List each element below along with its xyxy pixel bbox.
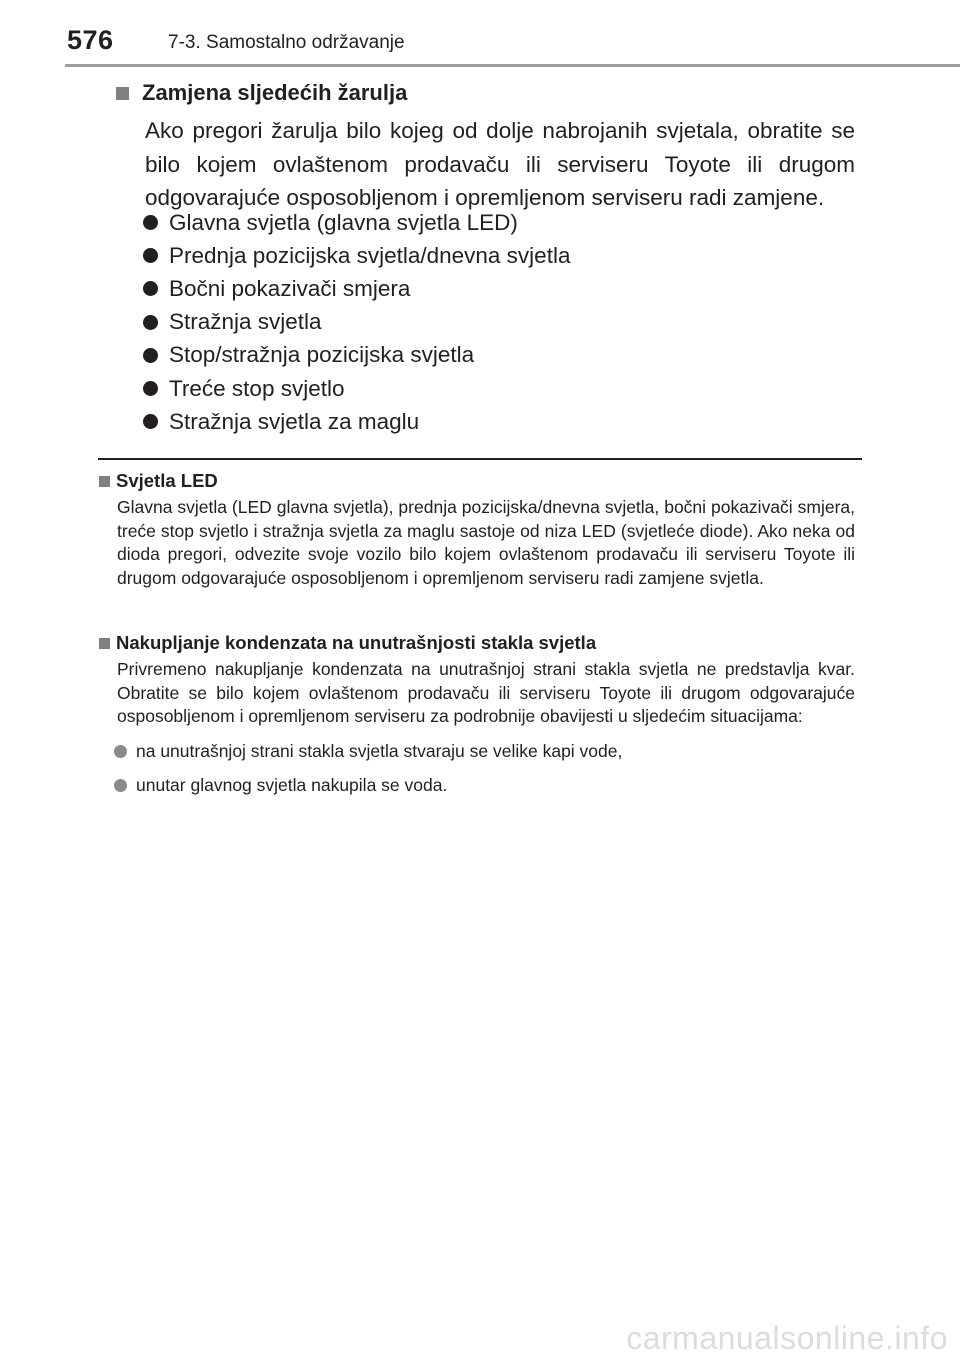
- note-heading: [99, 631, 859, 655]
- list-item-text: na unutrašnjoj strani stakla svjetla stvaraju se velike kapi vode,: [136, 741, 623, 762]
- watermark: carmanualsonline.info: [626, 1320, 948, 1356]
- page-header: [0, 0, 960, 68]
- square-bullet-icon: [116, 87, 129, 100]
- list-item: [143, 306, 863, 339]
- note-heading-text: Nakupljanje kondenzata na unutrašnjosti stakla svjetla: [116, 632, 597, 653]
- list-item: [143, 339, 863, 372]
- list-item-text: Stražnja svjetla: [169, 309, 322, 335]
- list-item: [114, 769, 859, 803]
- list-item-text: Prednja pozicijska svjetla/dnevna svjetla: [169, 242, 571, 268]
- list-item: [143, 272, 863, 305]
- note-bullet-list: [114, 735, 859, 803]
- list-item-text: Stop/stražnja pozicijska svjetla: [169, 342, 475, 368]
- bullet-dot-icon: [143, 281, 158, 296]
- list-item-text: Bočni pokazivači smjera: [169, 275, 411, 301]
- bullet-dot-icon: [143, 381, 158, 396]
- bullet-dot-icon: [114, 779, 127, 792]
- header-rule: [65, 64, 960, 67]
- page-number: 576: [67, 25, 114, 55]
- square-bullet-icon: [99, 476, 110, 487]
- list-item: [114, 735, 859, 769]
- bullet-dot-icon: [143, 414, 158, 429]
- list-item: [143, 239, 863, 272]
- note-heading: [99, 469, 859, 493]
- bullet-dot-icon: [143, 348, 158, 363]
- bullet-dot-icon: [143, 248, 158, 263]
- note-body: Glavna svjetla (LED glavna svjetla), prednja pozicijska/dnevna svjetla, bočni pokazivači smjera, treće stop svjetlo i stražnja svjetla za maglu sastoje od niza LED (svjetleće diode). Ako neka od dioda pregori, odvezite svoje vozilo bilo kojem ovlaštenom prodavaču ili serviseru Toyote ili drugom odgovarajuće osposobljenom i opremljenom serviseru radi zamjene svjetla.: [117, 497, 855, 588]
- square-bullet-icon: [99, 638, 110, 649]
- intro-paragraph: Ako pregori žarulja bilo kojeg od dolje nabrojanih svjetala, obratite se bilo kojem ovlaštenom prodavaču ili serviseru Toyote ili drugom odgovarajuće osposobljenom i opremljenom serviseru radi zamjene.: [145, 118, 855, 210]
- lamp-list: [143, 206, 863, 438]
- list-item: [143, 206, 863, 239]
- note-body: Privremeno nakupljanje kondenzata na unutrašnjoj strani stakla svjetla ne predstavlja kvar. Obratite se bilo kojem ovlaštenom prodavaču ili serviseru Toyote ili drugom odgovarajuće osposobljenom i opremljenom serviseru za podrobnije obavijesti u sljedećim situacijama:: [117, 659, 855, 727]
- bullet-dot-icon: [143, 215, 158, 230]
- bullet-dot-icon: [143, 315, 158, 330]
- list-item-text: Stražnja svjetla za maglu: [169, 408, 420, 434]
- note-condensation: [99, 631, 859, 803]
- list-item-text: Glavna svjetla (glavna svjetla LED): [169, 209, 518, 235]
- bullet-dot-icon: [114, 745, 127, 758]
- section-divider: [98, 458, 862, 460]
- list-item-text: Treće stop svjetlo: [169, 375, 345, 401]
- list-item-text: unutar glavnog svjetla nakupila se voda.: [136, 775, 448, 796]
- section-title: 7-3. Samostalno održavanje: [168, 32, 405, 53]
- list-item: [143, 405, 863, 438]
- note-led: [99, 469, 859, 590]
- main-heading-text: Zamjena sljedećih žarulja: [142, 80, 408, 105]
- main-heading: [116, 78, 407, 108]
- list-item: [143, 372, 863, 405]
- note-heading-text: Svjetla LED: [116, 470, 218, 491]
